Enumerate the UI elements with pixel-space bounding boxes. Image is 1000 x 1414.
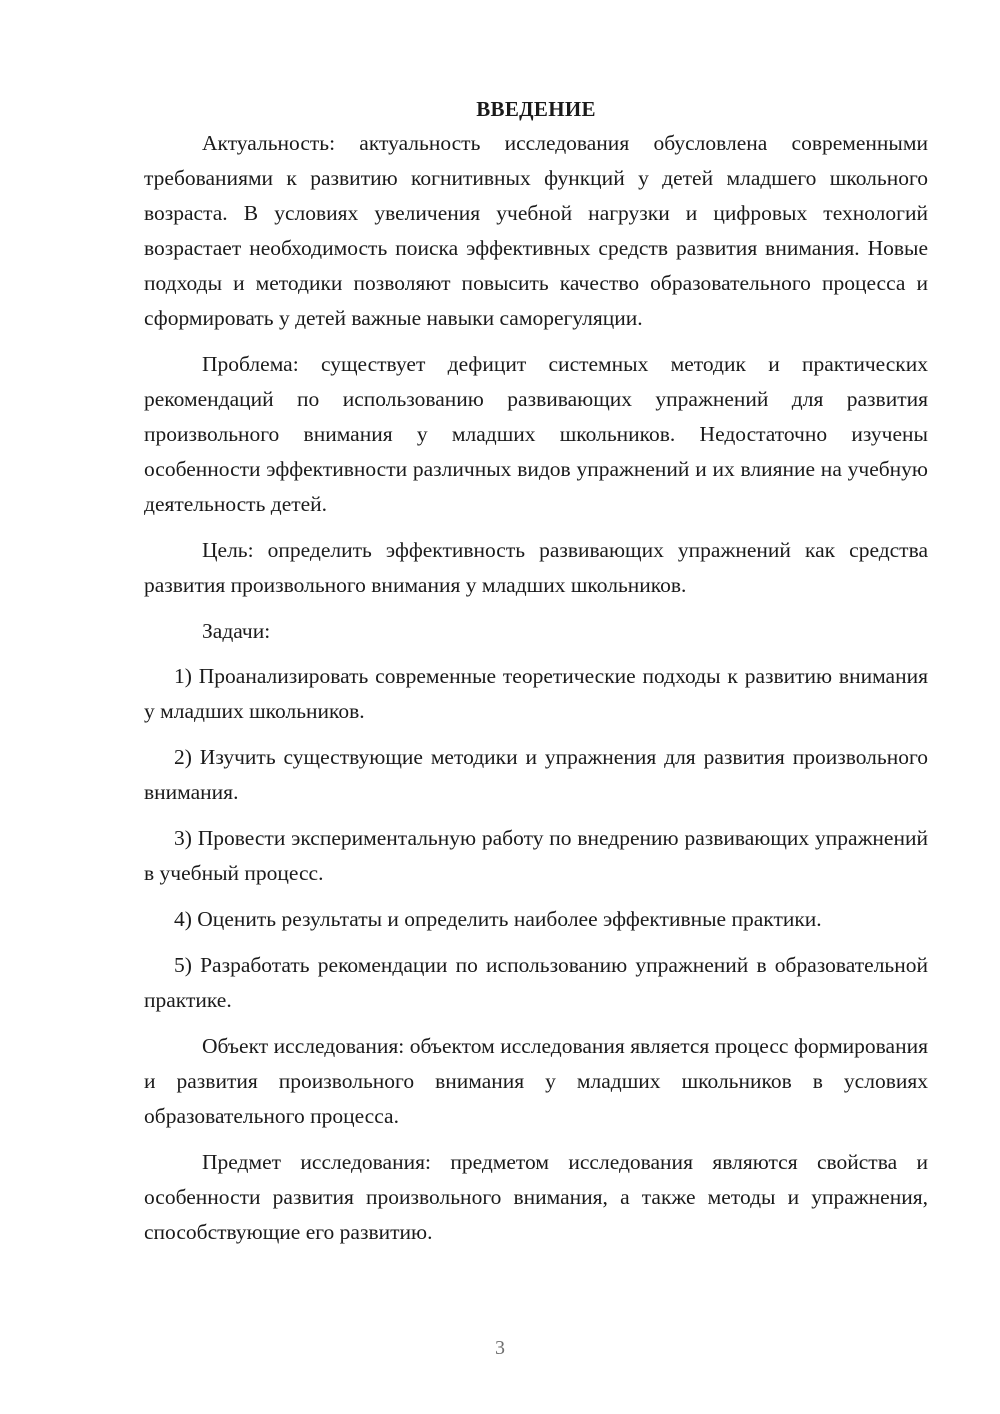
page-number: 3 [495,1337,505,1359]
task-item-5: 5) Разработать рекомендации по использованию упражнений в образовательной практике. [144,953,928,1012]
subject-paragraph: Предмет исследования: предметом исследования являются свойства и особенности развития произвольного внимания, а также методы и упражнения, способствующие его развитию. [144,1150,928,1244]
problem-paragraph: Проблема: существует дефицит системных методик и практических рекомендаций по использованию развивающих упражнений для развития произвольного внимания у младших школьников. Недостаточно изучены особенности эффективности различных видов упражнений и их влияние на учебную деятельность детей. [144,352,928,516]
section-title: ВВЕДЕНИЕ [476,97,596,121]
tasks-label: Задачи: [202,619,271,643]
task-item-3: 3) Провести экспериментальную работу по внедрению развивающих упражнений в учебный процесс. [144,826,928,885]
task-item-1: 1) Проанализировать современные теоретические подходы к развитию внимания у младших школьников. [144,664,928,723]
relevance-paragraph: Актуальность: актуальность исследования обусловлена современными требованиями к развитию когнитивных функций у детей младшего школьного возраста. В условиях увеличения учебной нагрузки и цифровых технологий возрастает необходимость поиска эффективных средств развития внимания. Новые подходы и методики позволяют повысить качество образовательного процесса и сформировать у детей важные навыки саморегуляции. [144,131,928,330]
task-item-2: 2) Изучить существующие методики и упражнения для развития произвольного внимания. [144,745,928,804]
task-item-4: 4) Оценить результаты и определить наиболее эффективные практики. [174,907,822,931]
document-page [144,92,928,1261]
object-paragraph: Объект исследования: объектом исследования является процесс формирования и развития произвольного внимания у младших школьников в условиях образовательного процесса. [144,1034,928,1128]
goal-paragraph: Цель: определить эффективность развивающих упражнений как средства развития произвольного внимания у младших школьников. [144,538,928,597]
